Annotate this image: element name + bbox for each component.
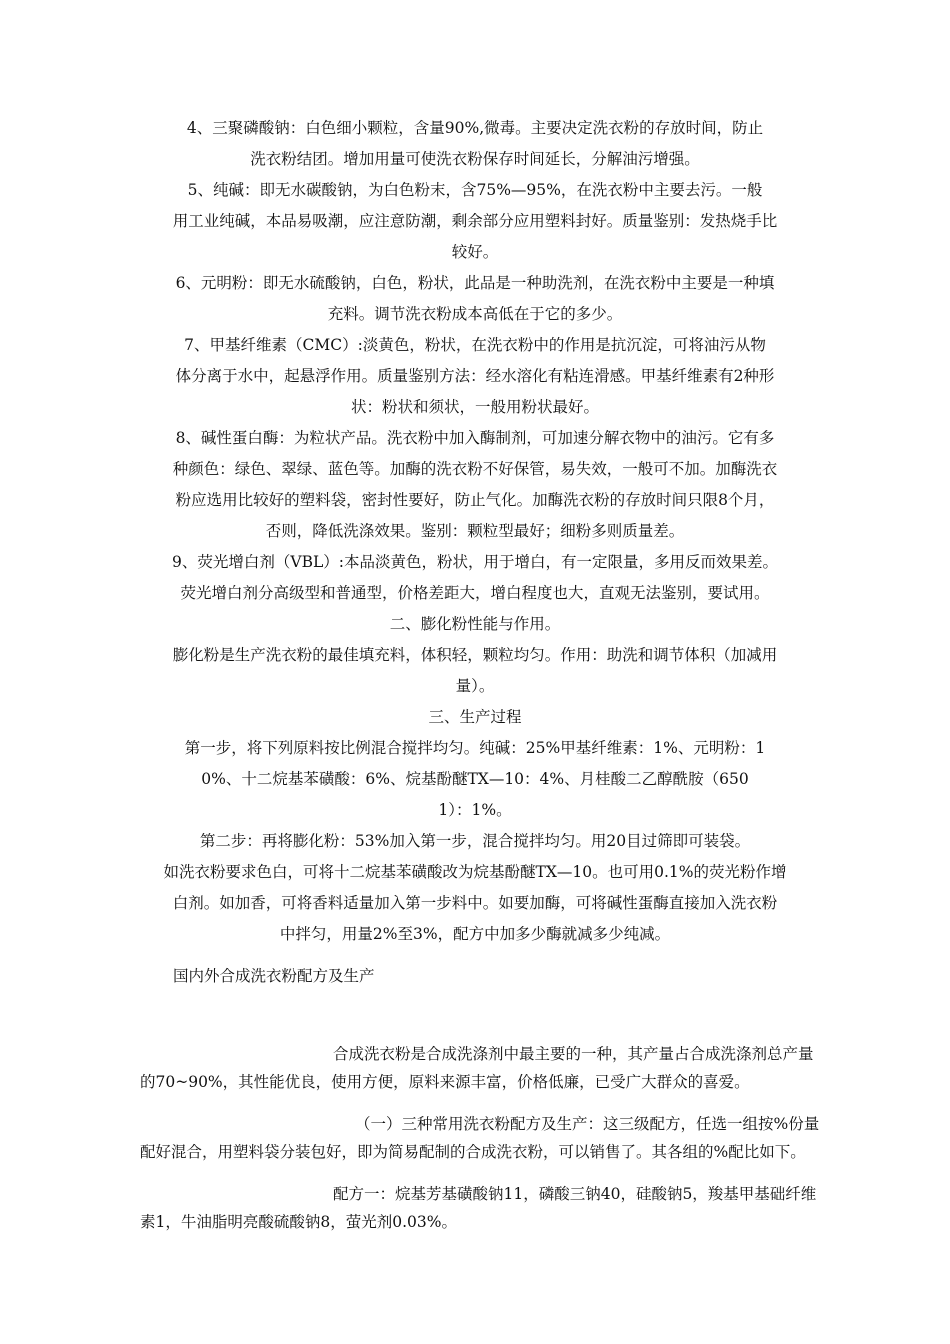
paragraph	[140, 1110, 820, 1166]
text-line: 状：粉状和须状，一般用粉状最好。	[350, 398, 599, 416]
text-line: 7、甲基纤维素（CMC）:淡黄色，粉状，在洗衣粉中的作用是抗沉淀，可将油污从物	[184, 336, 766, 354]
text-line: 充料。调节洗衣粉成本高低在于它的多少。	[327, 305, 623, 323]
text-line: 如洗衣粉要求色白，可将十二烷基苯磺酸改为烷基酚醚TX—10。也可用0.1%的荧光粉作增	[163, 863, 787, 881]
text-line: 第一步，将下列原料按比例混合搅拌均匀。纯碱：25%甲基纤维素：1%、元明粉：1	[184, 739, 766, 757]
paragraph-text: （一）三种常用洗衣粉配方及生产：这三级配方，任选一组按%份量配好混合，用塑料袋分装包好，即为简易配制的合成洗衣粉，可以销售了。其各组的%配比如下。	[140, 1115, 820, 1161]
text-line: 荧光增白剂分高级型和普通型，价格差距大，增白程度也大，直观无法鉴别，要试用。	[180, 584, 770, 602]
paragraph-text: 配方一：烷基芳基磺酸钠11，磷酸三钠40，硅酸钠5，羧基甲基础纤维素1，牛油脂明亮酸硫酸钠8，萤光剂0.03%。	[140, 1185, 817, 1231]
paragraph	[140, 1180, 820, 1236]
text-line: 粉应选用比较好的塑料袋，密封性要好，防止气化。加酶洗衣粉的存放时间只限8个月，	[175, 491, 775, 509]
text-line: 体分离于水中，起悬浮作用。质量鉴别方法：经水溶化有粘连滑感。甲基纤维素有2种形	[175, 367, 775, 385]
paragraph	[140, 1040, 820, 1096]
text-line: 白剂。如加香，可将香料适量加入第一步料中。如要加酶，可将碱性蛋酶直接加入洗衣粉	[172, 894, 778, 912]
text-line: 中拌匀，用量2%至3%，配方中加多少酶就减多少纯减。	[279, 925, 671, 943]
paragraph-text: 合成洗衣粉是合成洗涤剂中最主要的一种，其产量占合成洗涤剂总产量的70~90%，其性能优良，使用方便，原料来源丰富，价格低廉，已受广大群众的喜爱。	[140, 1045, 814, 1091]
text-line: 膨化粉是生产洗衣粉的最佳填充料，体积轻，颗粒均匀。作用：助洗和调节体积（加减用	[172, 646, 778, 664]
text-line: 9、荧光增白剂（VBL）:本品淡黄色，粉状，用于增白，有一定限量，多用反而效果差。	[172, 553, 778, 571]
text-line: 4、三聚磷酸钠：白色细小颗粒，含量90%,微毒。主要决定洗衣粉的存放时间，防止	[186, 119, 764, 137]
text-line: 第二步：再将膨化粉：53%加入第一步，混合搅拌均匀。用20目过筛即可装袋。	[199, 832, 751, 850]
text-line: 用工业纯碱，本品易吸潮，应注意防潮，剩余部分应用塑料封好。质量鉴别：发热烧手比	[172, 212, 778, 230]
text-line: 种颜色：绿色、翠绿、蓝色等。加酶的洗衣粉不好保管，易失效，一般可不加。加酶洗衣	[172, 460, 778, 478]
section-title: 国内外合成洗衣粉配方及生产	[173, 967, 375, 985]
text-line: 量）。	[455, 677, 495, 695]
text-line: 较好。	[451, 243, 499, 261]
text-line: 6、元明粉：即无水硫酸钠，白色，粉状，此品是一种助洗剂，在洗衣粉中主要是一种填	[175, 274, 775, 292]
heading-line: 二、膨化粉性能与作用。	[389, 615, 561, 633]
text-line: 0%、十二烷基苯磺酸：6%、烷基酚醚TX—10：4%、月桂酸二乙醇酰胺（650	[201, 770, 749, 788]
text-line: 5、纯碱：即无水碳酸钠，为白色粉末，含75%—95%，在洗衣粉中主要去污。一般	[187, 181, 763, 199]
heading-line: 三、生产过程	[428, 708, 522, 726]
text-line: 8、碱性蛋白酶：为粒状产品。洗衣粉中加入酶制剂，可加速分解衣物中的油污。它有多	[175, 429, 775, 447]
text-line: 否则，降低洗涤效果。鉴别：颗粒型最好；细粉多则质量差。	[265, 522, 685, 540]
text-line: 1）：1%。	[438, 801, 512, 819]
text-line: 洗衣粉结团。增加用量可使洗衣粉保存时间延长，分解油污增强。	[250, 150, 700, 168]
